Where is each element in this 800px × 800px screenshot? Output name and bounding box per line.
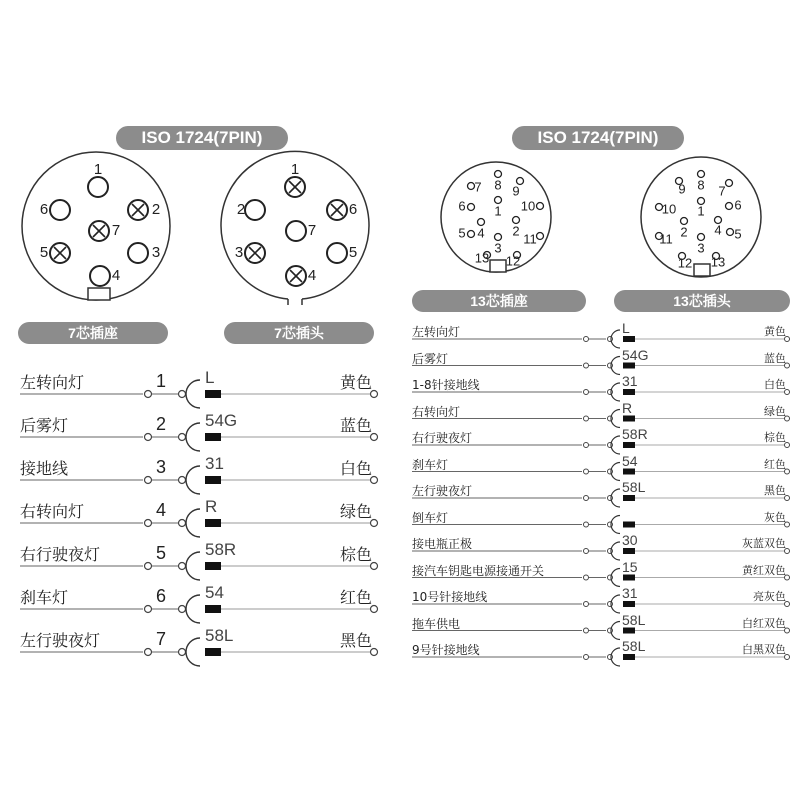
- socket13-pin-label-1: 1: [494, 203, 502, 219]
- socket13-pin-4: [478, 219, 485, 226]
- plug13-pin-label-9: 9: [678, 181, 686, 197]
- left-plug-label: 7芯插头: [224, 322, 374, 344]
- socket13-pin-label-5: 5: [458, 225, 466, 241]
- right-contact-9: [623, 548, 635, 554]
- right-row-color: 黑色: [764, 484, 786, 497]
- right-row-name: 后雾灯: [412, 351, 449, 366]
- left-terminal-b-2: [179, 434, 186, 441]
- right-row-code: 58L: [622, 611, 646, 628]
- right-row-name: 左行驶夜灯: [412, 484, 473, 498]
- left-row-pin: 7: [156, 629, 167, 649]
- plug13-pin-label-4: 4: [714, 222, 722, 238]
- socket13-pin-label-6: 6: [458, 198, 466, 214]
- right-plug-label: 13芯插头: [614, 290, 790, 312]
- socket7-key-notch: [88, 288, 110, 300]
- right-contact-6: [623, 469, 635, 475]
- left-row-code: 54G: [205, 411, 238, 430]
- right-row-name: 右转向灯: [412, 404, 461, 419]
- left-terminal-a-1: [145, 391, 152, 398]
- right-row-code: R: [622, 399, 633, 416]
- plug13-pin-3: [698, 234, 705, 241]
- socket13-pin-label-4: 4: [477, 225, 485, 241]
- right-terminal-a-1: [584, 337, 589, 342]
- right-row-name: 右行驶夜灯: [412, 431, 473, 445]
- right-row-name: 刹车灯: [412, 457, 449, 472]
- plug13-pin-7: [726, 180, 733, 187]
- socket7-pin-label-4: 4: [111, 266, 121, 284]
- left-contact-7: [205, 648, 221, 656]
- left-row-name: 后雾灯: [20, 416, 69, 435]
- plug13-pin-label-1: 1: [697, 203, 705, 219]
- right-row-color: 白红双色: [742, 616, 786, 630]
- socket13-pin-10: [537, 203, 544, 210]
- left-row-color: 绿色: [339, 502, 372, 521]
- left-socket-cup-3: [186, 466, 200, 494]
- plug13-pin-label-13: 13: [710, 254, 726, 270]
- socket13-pin-label-11: 11: [523, 231, 537, 247]
- socket7-pin-label-7: 7: [111, 221, 121, 239]
- right-row-name: 左转向灯: [412, 325, 461, 339]
- plug7-pin-label-1: 1: [290, 160, 300, 178]
- right-contact-5: [623, 442, 635, 448]
- right-terminal-a-4: [584, 416, 589, 421]
- socket7-pin-6: [50, 200, 70, 220]
- right-row-color: 白黑双色: [742, 643, 786, 656]
- right-terminal-a-9: [584, 549, 589, 554]
- right-row-code: L: [622, 320, 630, 336]
- plug13-pin-label-6: 6: [734, 197, 742, 213]
- left-contact-3: [205, 476, 221, 484]
- right-contact-8: [623, 522, 635, 528]
- socket7-pin-label-1: 1: [93, 160, 103, 178]
- right-row-color: 棕色: [764, 431, 786, 444]
- plug7-pin-7: [286, 221, 306, 241]
- socket13-pin-label-8: 8: [494, 177, 502, 193]
- right-terminal-a-11: [584, 602, 589, 607]
- socket13-pin-label-12: 12: [505, 253, 521, 269]
- left-row-pin: 2: [156, 414, 167, 434]
- right-row-name: 倒车灯: [412, 510, 449, 525]
- right-row-name: 1-8针接地线: [412, 378, 480, 392]
- plug13-pin-label-8: 8: [697, 177, 705, 193]
- right-terminal-a-7: [584, 496, 589, 501]
- right-row-name: 10号针接地线: [412, 590, 488, 604]
- socket13-pin-label-9: 9: [512, 183, 520, 199]
- right-terminal-a-12: [584, 628, 589, 633]
- socket13-pin-8: [495, 171, 502, 178]
- plug13-pin-2: [681, 218, 688, 225]
- socket13-pin-6: [468, 204, 475, 211]
- socket7-pin-4: [90, 266, 110, 286]
- right-contact-7: [623, 495, 635, 501]
- left-terminal-b-4: [179, 520, 186, 527]
- right-row-code: 30: [622, 532, 638, 548]
- left-row-code: R: [205, 497, 218, 516]
- left-row-name: 右转向灯: [20, 502, 85, 521]
- left-socket-cup-2: [186, 423, 200, 451]
- right-contact-13: [623, 654, 635, 660]
- right-terminal-a-6: [584, 469, 589, 474]
- right-row-name: 拖车供电: [412, 616, 461, 631]
- plug13-pin-label-5: 5: [734, 226, 742, 242]
- socket13-pin-1: [495, 197, 502, 204]
- left-contact-2: [205, 433, 221, 441]
- plug7-pin-label-2: 2: [236, 200, 246, 218]
- socket7-pin-1: [88, 177, 108, 197]
- socket13-pin-label-13: 13: [474, 250, 490, 266]
- socket13-pin-label-3: 3: [494, 240, 502, 256]
- socket7-pin-label-2: 2: [151, 200, 161, 218]
- left-row-name: 左转向灯: [20, 373, 85, 392]
- left-row-pin: 3: [156, 457, 167, 477]
- socket13-pin-3: [495, 234, 502, 241]
- left-row-code: 58R: [205, 540, 237, 559]
- plug13-pin-label-12: 12: [677, 255, 693, 271]
- left-row-color: 黑色: [339, 631, 372, 650]
- left-terminal-b-3: [179, 477, 186, 484]
- right-row-code: 31: [622, 373, 638, 389]
- right-terminal-a-13: [584, 655, 589, 660]
- left-contact-5: [205, 562, 221, 570]
- plug13-pin-label-7: 7: [718, 183, 726, 199]
- plug13-pin-6: [726, 203, 733, 210]
- plug7-pin-label-5: 5: [348, 243, 358, 261]
- left-row-name: 刹车灯: [20, 588, 69, 607]
- right-terminal-a-5: [584, 443, 589, 448]
- left-terminal-b-5: [179, 563, 186, 570]
- left-row-code: 58L: [205, 626, 234, 645]
- left-terminal-a-4: [145, 520, 152, 527]
- plug7-pin-label-7: 7: [307, 221, 317, 239]
- socket13-pin-label-2: 2: [512, 223, 520, 239]
- left-row-name: 左行驶夜灯: [20, 631, 101, 650]
- plug13-key-notch: [694, 264, 710, 276]
- left-row-color: 黄色: [339, 373, 372, 392]
- right-row-code: 58R: [622, 426, 648, 442]
- right-row-name: 接汽车钥匙电源接通开关: [412, 563, 545, 578]
- left-socket-cup-1: [186, 380, 200, 408]
- left-terminal-a-5: [145, 563, 152, 570]
- plug7-pin-label-3: 3: [234, 243, 244, 261]
- plug7-pin-label-6: 6: [348, 200, 358, 218]
- right-terminal-a-10: [584, 575, 589, 580]
- plug13-pin-label-2: 2: [680, 224, 688, 240]
- left-terminal-b-1: [179, 391, 186, 398]
- left-row-name: 接地线: [20, 459, 69, 478]
- right-row-code: 58L: [622, 638, 646, 654]
- left-terminal-b-6: [179, 606, 186, 613]
- right-contact-11: [623, 601, 635, 607]
- right-row-color: 黄红双色: [742, 563, 786, 577]
- right-socket-label: 13芯插座: [412, 290, 586, 312]
- left-row-color: 棕色: [339, 545, 372, 564]
- socket13-pin-2: [513, 217, 520, 224]
- right-terminal-a-8: [584, 522, 589, 527]
- right-contact-2: [623, 363, 635, 369]
- left-row-name: 右行驶夜灯: [20, 545, 101, 564]
- socket13-pin-5: [468, 231, 475, 238]
- socket7-pin-label-6: 6: [39, 200, 49, 218]
- left-terminal-a-6: [145, 606, 152, 613]
- left-row-code: L: [205, 368, 215, 387]
- left-row-code: 31: [205, 454, 224, 473]
- socket13-pin-11: [537, 233, 544, 240]
- right-row-color: 亮灰色: [753, 590, 786, 603]
- socket7-pin-label-3: 3: [151, 243, 161, 261]
- left-terminal-b-7: [179, 649, 186, 656]
- plug7-pin-label-4: 4: [307, 266, 317, 284]
- left-contact-1: [205, 390, 221, 398]
- left-row-pin: 4: [156, 500, 167, 520]
- right-contact-1: [623, 336, 635, 342]
- plug13-pin-label-11: 11: [659, 231, 673, 247]
- plug13-pin-label-3: 3: [697, 240, 705, 256]
- right-row-color: 蓝色: [764, 351, 786, 365]
- right-row-code: 31: [622, 585, 638, 601]
- left-socket-cup-4: [186, 509, 200, 537]
- right-row-color: 白色: [764, 378, 786, 391]
- left-row-color: 红色: [339, 588, 372, 607]
- right-row-color: 红色: [764, 457, 786, 471]
- left-socket-cup-5: [186, 552, 200, 580]
- socket7-pin-3: [128, 243, 148, 263]
- right-row-code: 54G: [622, 346, 649, 363]
- right-row-code: 15: [622, 558, 638, 575]
- left-terminal-a-7: [145, 649, 152, 656]
- left-contact-6: [205, 605, 221, 613]
- left-row-pin: 5: [156, 543, 167, 563]
- right-contact-12: [623, 628, 635, 634]
- right-contact-4: [623, 416, 635, 422]
- right-row-color: 灰蓝双色: [742, 537, 786, 550]
- left-socket-label: 7芯插座: [18, 322, 168, 344]
- right-terminal-a-3: [584, 390, 589, 395]
- right-row-name: 9号针接地线: [412, 643, 480, 657]
- socket7-pin-label-5: 5: [39, 243, 49, 261]
- left-title-pill: ISO 1724(7PIN): [116, 126, 288, 150]
- left-row-color: 蓝色: [339, 416, 372, 435]
- right-row-code: 54: [622, 452, 638, 469]
- left-socket-cup-6: [186, 595, 200, 623]
- left-row-pin: 1: [156, 371, 167, 391]
- right-contact-3: [623, 389, 635, 395]
- left-row-pin: 6: [156, 586, 167, 606]
- right-row-color: 黄色: [764, 325, 786, 338]
- plug13-pin-label-10: 10: [661, 201, 677, 217]
- right-row-color: 绿色: [764, 404, 786, 418]
- left-contact-4: [205, 519, 221, 527]
- right-contact-10: [623, 575, 635, 581]
- socket13-key-notch: [490, 260, 506, 272]
- left-socket-cup-7: [186, 638, 200, 666]
- socket13-pin-label-7: 7: [474, 179, 482, 195]
- plug7-pin-5: [327, 243, 347, 263]
- right-row-name: 接电瓶正极: [412, 537, 473, 551]
- right-title-pill: ISO 1724(7PIN): [512, 126, 684, 150]
- right-row-color: 灰色: [764, 510, 786, 524]
- right-terminal-a-2: [584, 363, 589, 368]
- left-row-code: 54: [205, 583, 224, 602]
- plug13-pin-5: [727, 229, 734, 236]
- right-row-code: 58L: [622, 479, 646, 495]
- socket13-pin-label-10: 10: [520, 198, 536, 214]
- left-row-color: 白色: [339, 459, 372, 478]
- plug13-pin-8: [698, 171, 705, 178]
- plug7-pin-2: [245, 200, 265, 220]
- left-terminal-a-2: [145, 434, 152, 441]
- left-terminal-a-3: [145, 477, 152, 484]
